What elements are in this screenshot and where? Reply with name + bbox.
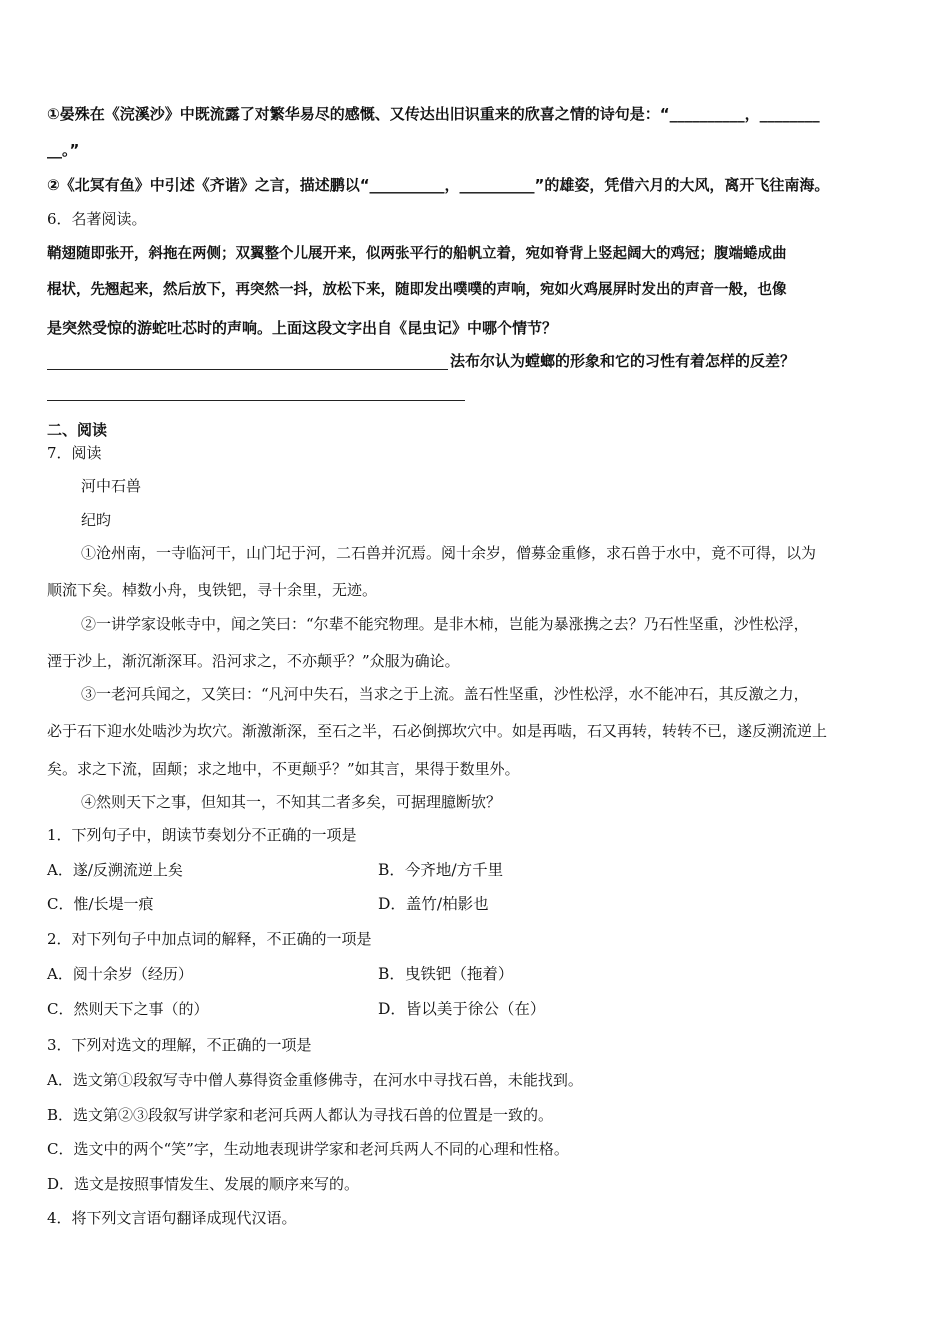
- sub-q3-option-c: C．选文中的两个“笑”字，生动地表现讲学家和老河兵两人不同的心理和性格。: [47, 1140, 569, 1158]
- q6-question-2: 法布尔认为螳螂的形象和它的习性有着怎样的反差？: [450, 352, 796, 370]
- passage-para-3-line-3: 矣。求之下流，固颠；求之地中，不更颠乎？”如其言，果得于数里外。: [47, 760, 520, 778]
- sub-q1-stem: 1．下列句子中，朗读节奏划分不正确的一项是: [47, 826, 357, 844]
- q5-line-1-cont: __。”: [47, 141, 80, 159]
- sub-q3-option-b: B．选文第②③段叙写讲学家和老河兵两人都认为寻找石兽的位置是一致的。: [47, 1106, 554, 1124]
- sub-q2-option-a: A．阅十余岁（经历）: [47, 965, 193, 983]
- passage-title: 河中石兽: [81, 477, 142, 495]
- q7-title: 7．阅读: [47, 444, 102, 462]
- passage-para-1-line-1: ①沧州南，一寺临河干，山门圮于河，二石兽并沉焉。阅十余岁，僧募金重修，求石兽于水中，竟不可得，以为: [81, 544, 817, 562]
- sub-q2-option-b: B．曳铁钯（拖着）: [378, 965, 514, 983]
- q6-answer-line-2: [47, 400, 465, 401]
- q6-passage-line-2: 棍状，先翘起来，然后放下，再突然一抖，放松下来，随即发出噗噗的声响，宛如火鸡展屏时发出的声音一般，也像: [47, 281, 787, 298]
- sub-q1-option-d: D．盖竹/柏影也: [378, 895, 489, 913]
- sub-q3-stem: 3．下列对选文的理解，不正确的一项是: [47, 1036, 312, 1054]
- sub-q1-option-c: C．惟/长堤一痕: [47, 895, 154, 913]
- passage-para-3-line-2: 必于石下迎水处啮沙为坎穴。渐激渐深，至石之半，石必倒掷坎穴中。如是再啮，石又再转，转转不已，遂反溯流逆上: [47, 722, 828, 740]
- section-2-title: 二、阅读: [47, 421, 108, 439]
- sub-q1-option-b: B．今齐地/方千里: [378, 861, 504, 879]
- sub-q3-option-d: D．选文是按照事情发生、发展的顺序来写的。: [47, 1175, 360, 1193]
- q6-title: 6．名著阅读。: [47, 210, 147, 228]
- sub-q2-option-c: C．然则天下之事（的）: [47, 1000, 209, 1018]
- passage-para-1-line-2: 顺流下矣。棹数小舟，曳铁钯，寻十余里，无迹。: [47, 581, 378, 599]
- q5-line-2: ②《北冥有鱼》中引述《齐谐》之言，描述鹏以“__________，__________”的雄姿，凭借六月的大风，离开飞往南海。: [47, 176, 830, 194]
- passage-para-4: ④然则天下之事，但知其一，不知其二者多矣，可据理臆断欤？: [81, 793, 502, 811]
- sub-q4-stem: 4．将下列文言语句翻译成现代汉语。: [47, 1209, 297, 1227]
- passage-para-3-line-1: ③一老河兵闻之，又笑曰：“凡河中失石，当求之于上流。盖石性坚重，沙性松浮，水不能冲石，其反激之力，: [81, 685, 809, 703]
- passage-para-2-line-1: ②一讲学家设帐寺中，闻之笑曰：“尔辈不能究物理。是非木柿，岂能为暴涨携之去？乃石性坚重，沙性松浮，: [81, 615, 809, 633]
- sub-q2-stem: 2．对下列句子中加点词的解释，不正确的一项是: [47, 930, 372, 948]
- q6-passage-line-3: 是突然受惊的游蛇吐芯时的声响。上面这段文字出自《昆虫记》中哪个情节？: [47, 319, 558, 337]
- q5-line-1: ①晏殊在《浣溪沙》中既流露了对繁华易尽的感慨、又传达出旧识重来的欣喜之情的诗句是：“__________，________: [47, 105, 820, 123]
- sub-q3-option-a: A．选文第①段叙写寺中僧人募得资金重修佛寺，在河水中寻找石兽，未能找到。: [47, 1071, 583, 1089]
- passage-author: 纪昀: [81, 511, 112, 529]
- q6-passage-line-1: 鞘翅随即张开，斜拖在两侧；双翼整个儿展开来，似两张平行的船帆立着，宛如脊背上竖起阔大的鸡冠；腹端蜷成曲: [47, 245, 787, 262]
- q6-answer-line-1: [47, 369, 448, 370]
- sub-q1-option-a: A．遂/反溯流逆上矣: [47, 861, 183, 879]
- passage-para-2-line-2: 湮于沙上，渐沉渐深耳。沿河求之，不亦颠乎？”众服为确论。: [47, 652, 460, 670]
- sub-q2-option-d: D．皆以美于徐公（在）: [378, 1000, 546, 1018]
